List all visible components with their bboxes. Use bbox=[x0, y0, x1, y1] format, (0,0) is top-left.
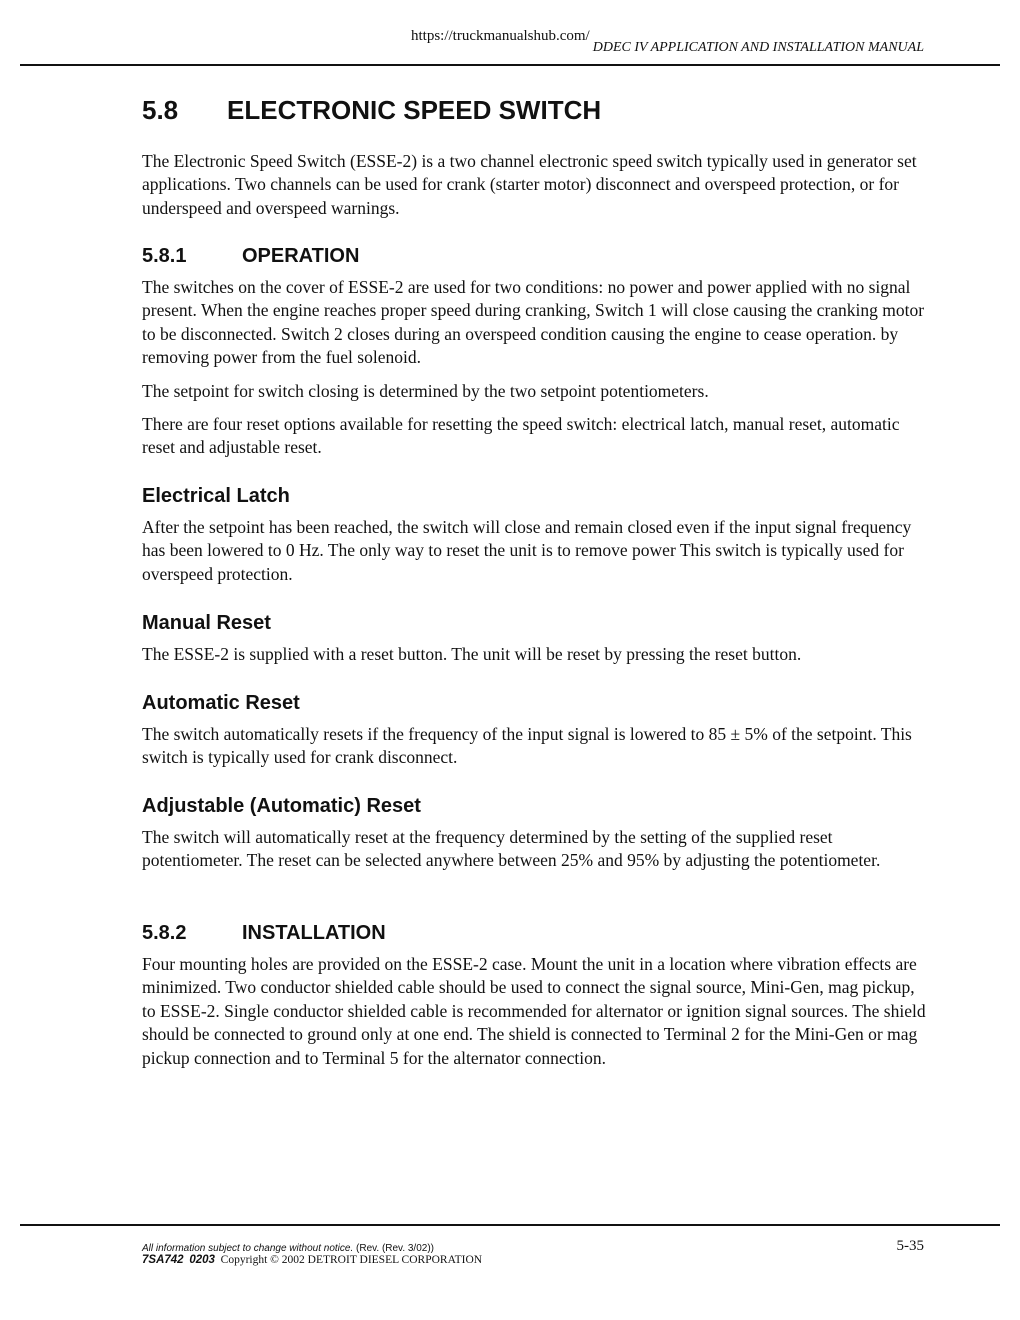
operation-paragraph-3: There are four reset options available for resetting the speed switch: electrical latch, manual reset, automatic reset and adjustable reset. bbox=[142, 414, 900, 458]
notice-text: All information subject to change without notice. bbox=[142, 1243, 354, 1254]
manual-reset-heading: Manual Reset bbox=[142, 612, 271, 634]
source-url: https://truckmanualshub.com/ bbox=[411, 28, 590, 44]
section-intro: The Electronic Speed Switch (ESSE-2) is a two channel electronic speed switch typically used in generator set applications. Two channels can be used for crank (starter motor) disconnect and overspeed protection, or for underspeed and overspeed warnings. bbox=[142, 151, 917, 218]
automatic-reset-heading: Automatic Reset bbox=[142, 692, 300, 714]
section-title: ELECTRONIC SPEED SWITCH bbox=[227, 95, 602, 125]
manual-title: DDEC IV APPLICATION AND INSTALLATION MANUAL bbox=[592, 40, 924, 55]
copyright-text: Copyright © 2002 DETROIT DIESEL CORPORATION bbox=[220, 1254, 483, 1266]
footer-notice bbox=[142, 1243, 434, 1254]
electrical-latch-heading: Electrical Latch bbox=[142, 485, 290, 507]
operation-heading bbox=[142, 245, 359, 268]
installation-text: Four mounting holes are provided on the ESSE-2 case. Mount the unit in a location where vibration effects are minimized. Two conductor shielded cable should be used to connect the signal source, Mini-Gen, mag pickup, to ESSE-2. Single conductor shielded cable is recommended for alternator or ignition signal sources. The shield should be connected to ground only at one end. The shield is connected to Terminal 2 for the Mini-Gen or mag pickup connection and to Terminal 5 for the alternator connection. bbox=[142, 954, 926, 1068]
footer-copyright bbox=[142, 1254, 482, 1266]
installation-title: INSTALLATION bbox=[242, 922, 386, 944]
installation-number: 5.8.2 bbox=[142, 922, 187, 944]
operation-paragraph-2: The setpoint for switch closing is determined by the two setpoint potentiometers. bbox=[142, 381, 709, 401]
doc-date: 0203 bbox=[189, 1254, 215, 1266]
installation-heading bbox=[142, 922, 386, 945]
section-heading bbox=[142, 95, 601, 126]
footer-rule bbox=[20, 1224, 1000, 1226]
operation-number: 5.8.1 bbox=[142, 245, 187, 267]
automatic-reset-text: The switch automatically resets if the frequency of the input signal is lowered to 85 ± 5% of the setpoint. This switch is typically used for crank disconnect. bbox=[142, 724, 912, 768]
revision-text: (Rev. (Rev. 3/02)) bbox=[356, 1243, 434, 1254]
header-rule bbox=[20, 64, 1000, 66]
doc-code: 7SA742 bbox=[142, 1254, 184, 1266]
electrical-latch-text: After the setpoint has been reached, the switch will close and remain closed even if the input signal frequency has been lowered to 0 Hz. The only way to reset the unit is to remove power This switch is typically used for overspeed protection. bbox=[142, 517, 912, 584]
section-number: 5.8 bbox=[142, 95, 179, 125]
manual-reset-text: The ESSE-2 is supplied with a reset button. The unit will be reset by pressing the reset button. bbox=[142, 644, 802, 664]
adjustable-reset-text: The switch will automatically reset at the frequency determined by the setting of the supplied reset potentiometer. The reset can be selected anywhere between 25% and 95% by adjusting the potentiometer. bbox=[142, 827, 881, 871]
operation-paragraph-1: The switches on the cover of ESSE-2 are used for two conditions: no power and power applied with no signal present. When the engine reaches proper speed during cranking, Switch 1 will close causing the cranking motor to be disconnected. Switch 2 closes during an overspeed condition causing the engine to cease operation. by removing power from the fuel solenoid. bbox=[142, 277, 925, 368]
page-number: 5-35 bbox=[896, 1238, 924, 1254]
operation-title: OPERATION bbox=[242, 245, 360, 267]
adjustable-reset-heading: Adjustable (Automatic) Reset bbox=[142, 795, 421, 817]
